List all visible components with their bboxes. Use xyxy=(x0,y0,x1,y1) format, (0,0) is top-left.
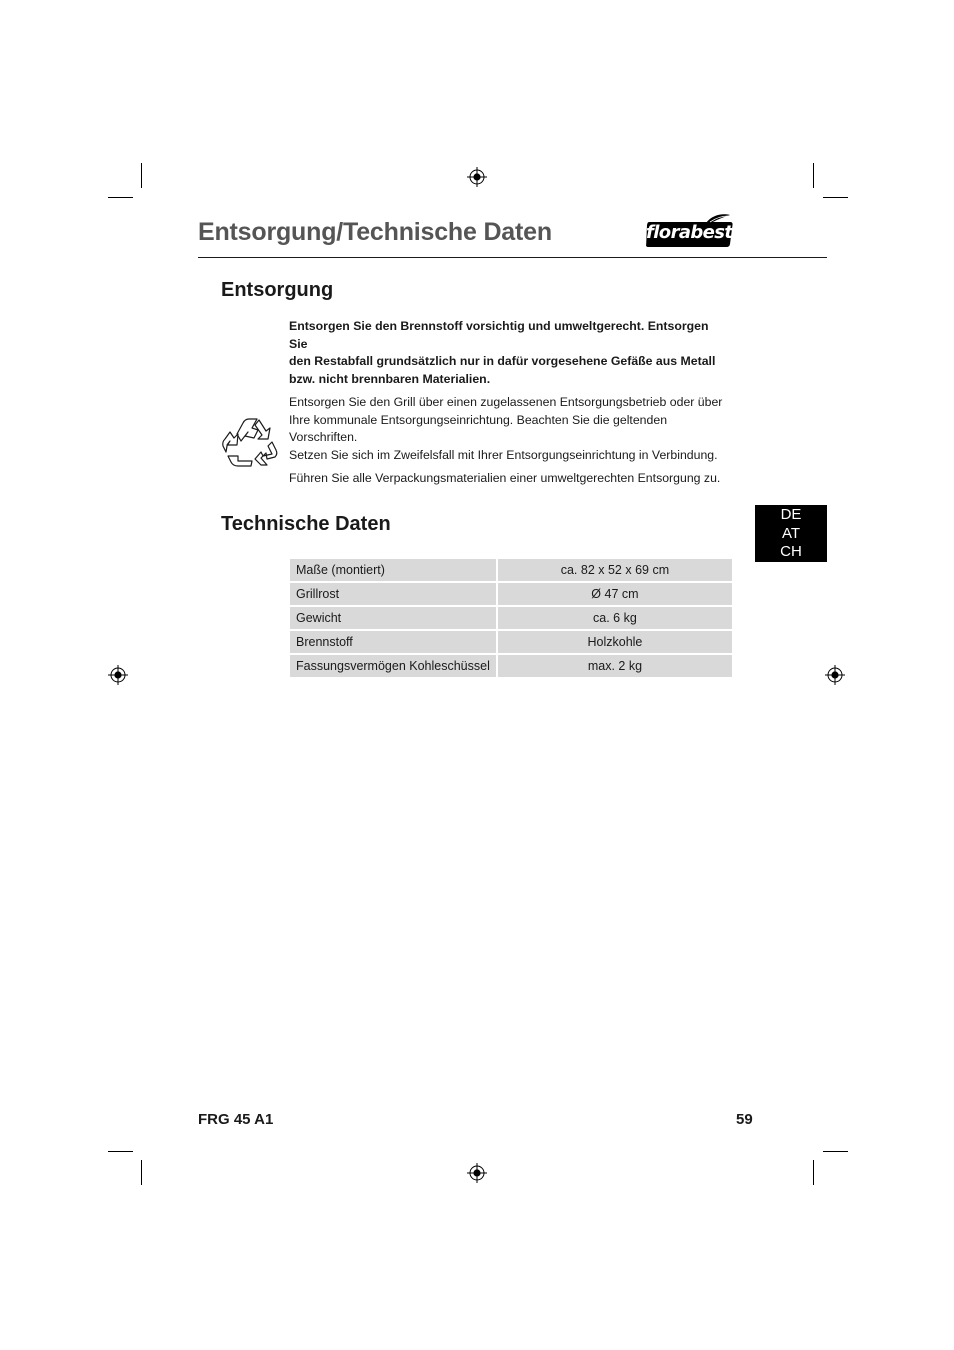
spec-label: Brennstoff xyxy=(290,631,498,653)
disposal-bold-line: bzw. nicht brennbaren Materialien. xyxy=(289,371,491,386)
recycling-icon xyxy=(221,414,279,470)
disposal-line: Ihre kommunale Entsorgungseinrichtung. Beachten Sie die geltenden Vorschriften. xyxy=(289,412,668,444)
table-row xyxy=(290,655,732,677)
specs-table xyxy=(290,557,732,679)
spec-value: Ø 47 cm xyxy=(498,583,732,605)
registration-mark-icon xyxy=(467,1163,487,1183)
table-row xyxy=(290,559,732,581)
spec-value: max. 2 kg xyxy=(498,655,732,677)
page-number: 59 xyxy=(736,1111,753,1128)
registration-mark-icon xyxy=(467,167,487,187)
table-row xyxy=(290,631,732,653)
crop-mark xyxy=(813,1160,814,1185)
language-code: DE xyxy=(780,506,802,523)
table-row xyxy=(290,607,732,629)
title-rule xyxy=(198,257,827,258)
disposal-text xyxy=(289,318,729,488)
disposal-line: Setzen Sie sich im Zweifelsfall mit Ihrer Entsorgungseinrichtung in Verbindung. xyxy=(289,447,718,462)
spec-value: ca. 6 kg xyxy=(498,607,732,629)
registration-mark-icon xyxy=(108,665,128,685)
florabest-logo xyxy=(646,213,734,248)
crop-mark xyxy=(823,1151,848,1152)
crop-mark xyxy=(141,163,142,188)
disposal-line: Entsorgen Sie den Grill über einen zugelassenen Entsorgungsbetrieb oder über xyxy=(289,395,723,409)
crop-mark xyxy=(108,1151,133,1152)
spec-label: Fassungsvermögen Kohleschüssel xyxy=(290,655,498,677)
crop-mark xyxy=(823,197,848,198)
language-tab xyxy=(755,505,827,562)
page-title: Entsorgung/Technische Daten xyxy=(198,218,552,246)
spec-label: Maße (montiert) xyxy=(290,559,498,581)
spec-label: Grillrost xyxy=(290,583,498,605)
logo-text: florabest xyxy=(646,222,733,243)
section-heading-entsorgung: Entsorgung xyxy=(221,279,334,301)
table-row xyxy=(290,583,732,605)
spec-value: ca. 82 x 52 x 69 cm xyxy=(498,559,732,581)
disposal-bold-line: Entsorgen Sie den Brennstoff vorsichtig und umweltgerecht. Entsorgen Sie xyxy=(289,319,709,351)
registration-mark-icon xyxy=(825,665,845,685)
footer-model-number: FRG 45 A1 xyxy=(198,1111,274,1128)
crop-mark xyxy=(141,1160,142,1185)
packaging-note: Führen Sie alle Verpackungsmaterialien einer umweltgerechten Entsorgung zu. xyxy=(289,471,721,485)
spec-label: Gewicht xyxy=(290,607,498,629)
section-heading-technische-daten: Technische Daten xyxy=(221,513,391,535)
language-code: AT xyxy=(781,524,801,542)
disposal-bold-line: den Restabfall grundsätzlich nur in dafür vorgesehene Gefäße aus Metall xyxy=(289,354,716,368)
spec-value: Holzkohle xyxy=(498,631,732,653)
language-code: CH xyxy=(780,543,802,560)
crop-mark xyxy=(108,197,133,198)
crop-mark xyxy=(813,163,814,188)
